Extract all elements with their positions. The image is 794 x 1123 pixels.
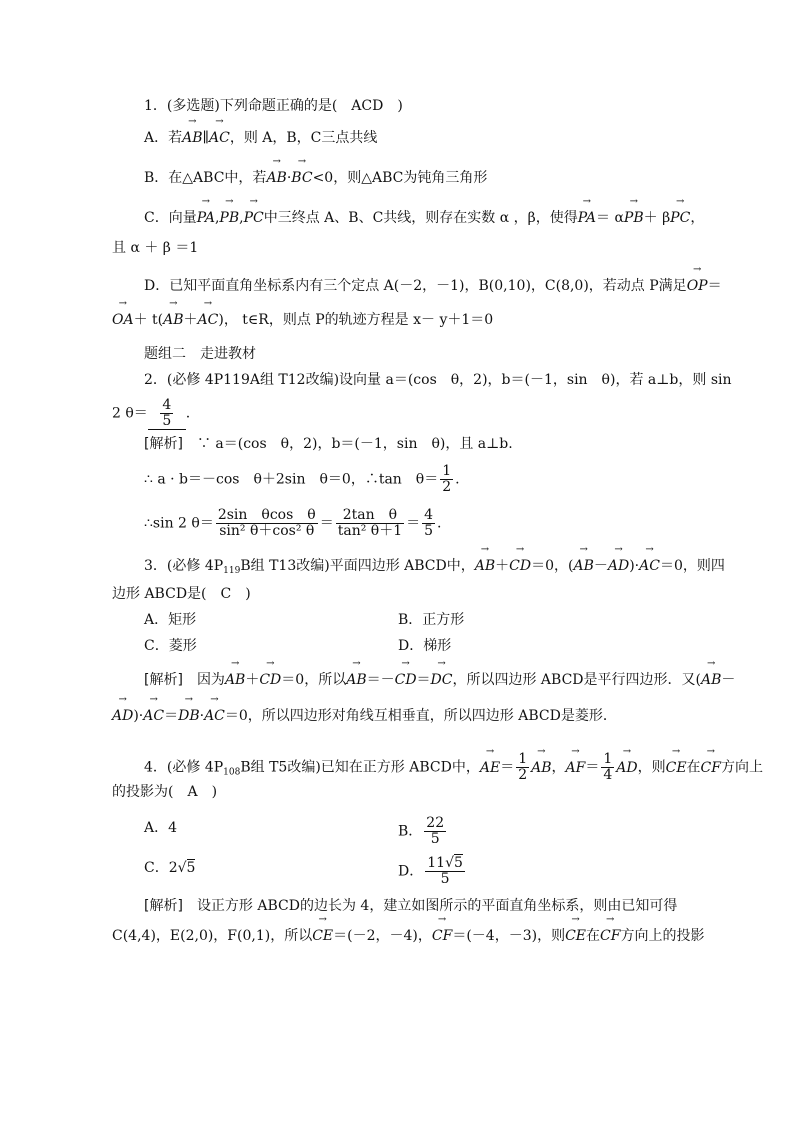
q3-option-a: A．矩形 (144, 612, 197, 628)
q4-option-b: B． $\frac{22}{5}$ (398, 815, 445, 847)
q1-option-b: B．在△ABC中，若→ AB·→ BC<0，则△ABC为钝角三角形 (144, 168, 487, 188)
q2-solution-line3: ∴sin 2 θ＝ $\frac{\text{2sin θcos θ}}{\text{sin² θ＋cos² θ}}$ ＝ $\frac{\text{2tan θ}}{\text{tan² θ＋1}}$ ＝ $\frac{4}{5}$ . (144, 507, 442, 539)
q2-stem-cont: 2 θ＝ $\frac{4}{5}$ . (112, 397, 191, 429)
q4-stem: 4．(必修 $4P_{108}B$组 T5改编)已知在正方形 ABCD中，→ AE＝ $\frac{1}{2}$ → AB，→ AF＝ $\frac{1}{4}$ → AD，则→ CE在→ CF方向上 (144, 752, 763, 783)
q3-solution-line2: → AD)·→ AC＝→ DB·→ AC＝0，所以四边形对角线互相垂直，所以四边形 ABCD是菱形． (112, 706, 617, 726)
q4-option-c: C．2√5 (144, 860, 196, 876)
q2-solution-line2: ∴ a · b＝－cos θ＋2sin θ＝0，∴tan θ＝ $\frac{1}{2}$ . (144, 463, 460, 495)
group-heading: 题组二 走进教材 (144, 346, 256, 362)
q4-solution-line2: C(4,4)，E(2,0)，F(0,1)，所以→ CE＝(－2，－4)，→ CF＝(－4，－3)，则→ CE在→ CF方向上的投影 (112, 926, 704, 946)
q1-option-c: C．向量→ PA,→ PB,→ PC中三终点 A、B、C共线，则存在实数 α ，β，使得→ PA＝ α→ PB＋ β→ PC， (144, 208, 704, 228)
q2-stem: 2．(必修 4P119A组 T12改编)设向量 a＝(cos θ，2)，b＝(－1，sin θ)，若 a⊥b，则 sin (144, 372, 732, 388)
q1-option-d-cont: → OA＋ t(→ AB＋→ AC)， t∈R，则点 P的轨迹方程是 x－ y＋1＝0 (112, 310, 493, 330)
q3-option-b: B．正方形 (398, 612, 465, 628)
q3-stem: 3．(必修 $4P_{119}B$组 T13改编)平面四边形 ABCD中，→ AB＋→ CD＝0，(→ AB－→ AD)·→ AC＝0，则四 (144, 556, 725, 581)
q1-option-c-cont: 且 α ＋ β ＝1 (112, 240, 199, 256)
q3-option-c: C．菱形 (144, 638, 197, 654)
q2-solution-line1: [解析] ∵ a＝(cos θ，2)，b＝(－1，sin θ)，且 a⊥b. (144, 436, 513, 452)
q4-option-d: D． $\frac{11√5}{5}$ (398, 855, 463, 887)
q4-solution-line1: [解析] 设正方形 ABCD的边长为 4，建立如图所示的平面直角坐标系，则由已知可得 (144, 898, 678, 914)
q3-stem-cont: 边形 ABCD是( C ) (112, 586, 251, 602)
q3-solution-line1: [解析] 因为→ AB＋→ CD＝0，所以→ AB＝－→ CD＝→ DC，所以四边形 ABCD是平行四边形．又(→ AB－ (144, 670, 735, 690)
q3-option-d: D．梯形 (398, 638, 452, 654)
q1-option-d: D．已知平面直角坐标系内有三个定点 A(－2，－1)，B(0,10)，C(8,0)，若动点 P满足→ OP＝ (144, 276, 722, 296)
q4-option-a: A．4 (144, 820, 178, 836)
q1-stem: 1．(多选题)下列命题正确的是( ACD ) (144, 98, 403, 114)
q1-option-a: A．若→ AB∥→ AC，则 A，B，C三点共线 (144, 128, 377, 148)
q4-stem-cont: 的投影为( A ) (112, 784, 218, 800)
